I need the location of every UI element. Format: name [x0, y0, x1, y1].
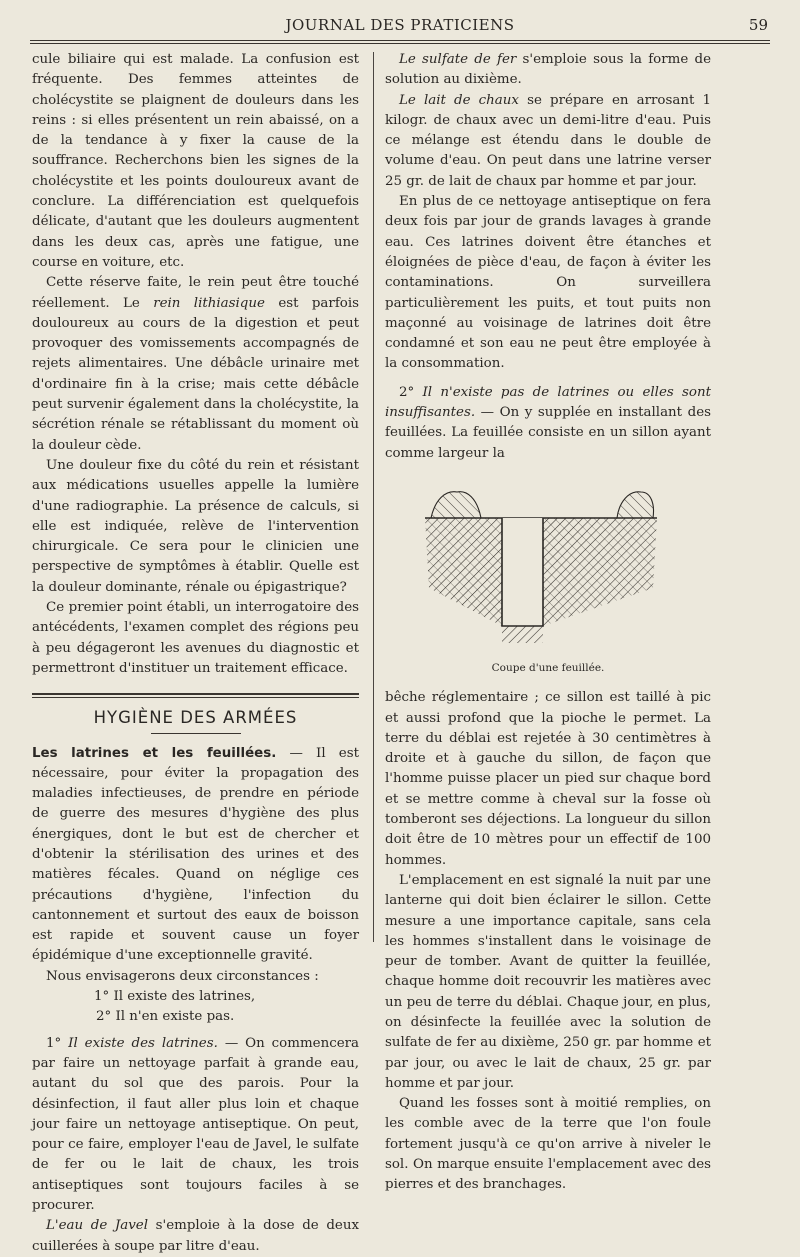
- right-column: [385, 50, 711, 1196]
- emphasis-text: Il n'existe pas de latrines ou elles sont insuffisantes.: [385, 384, 711, 421]
- emphasis-text: rein lithiasique: [153, 295, 265, 311]
- running-header: [30, 14, 770, 36]
- paragraph: Nous envisagerons deux circonstances :: [46, 968, 319, 984]
- text-run: 1°: [46, 1035, 69, 1051]
- text-run: 2°: [399, 384, 423, 400]
- paragraph: [385, 383, 711, 464]
- emphasis-text: Le sulfate de fer: [399, 52, 517, 67]
- section-title: HYGIÈNE DES ARMÉES: [93, 708, 298, 728]
- text-run: Cette réserve faite, le rein peut être touché réellement. Le: [32, 275, 359, 311]
- emphasis-text: Le lait de chaux: [399, 92, 519, 108]
- emphasis-text: Il existe des latrines.: [68, 1035, 218, 1051]
- emphasis-text: L'eau de Javel: [46, 1218, 149, 1234]
- text-run: est parfois douloureux au cours de la digestion et peut provoquer des vomissements accompagnés de rejets alimentaires. Une débâcle urinaire met d'ordinaire fin à la crise; mais cette débâcle peut survenir également dans la cholécystite, la sécrétion rénale se rétablissant du moment où la douleur cède.: [32, 295, 359, 453]
- trench-cross-section-figure: [385, 478, 711, 656]
- earth-left-crosshatch: [425, 518, 502, 626]
- spoil-heap-left: [431, 492, 481, 518]
- paragraph: [385, 91, 711, 192]
- bold-lead-text: Les latrines et les feuillées.: [32, 745, 277, 761]
- text-run: — Il est nécessaire, pour éviter la propagation des maladies infectieuses, de prendre en période de guerre des mesures d'hygiène des plus énergiques, dont le but est de chercher et d'obtenir la stérilisation des urines et des matières fécales. Quand on néglige ces précautions d'hygiène, l'infection du cantonnement et surtout des eaux de boisson est rapide et souvent cause un foyer épidémique d'une exceptionnelle gravité.: [32, 745, 359, 964]
- paragraph: En plus de ce nettoyage antiseptique on fera deux fois par jour de grands lavages à grande eau. Ces latrines doivent être étanches et éloignées de pièce d'eau, de façon à éviter les contaminations. On surveillera particulièrement les puits, et tout puits non maçonné au voisinage de latrines doit être condamné et son eau ne peut être employée à la consommation.: [385, 194, 711, 372]
- paragraph: [32, 744, 359, 967]
- header-rule: [30, 40, 770, 41]
- paragraph: Une douleur fixe du côté du rein et résistant aux médications usuelles appelle la lumière d'une radiographie. La présence de calculs, si elle est indiquée, relève de l'intervention chirurgicale. Ce sera pour le clinicien une perspective de symptômes à établir. Quelle est la douleur dominante, rénale ou épigastrique?: [32, 457, 359, 595]
- text-run: — On commencera par faire un nettoyage parfait à grande eau, autant du sol que des parois. Pour la désinfection, il faut aller plus loin et chaque jour faire un nettoyage antiseptique. On peut, pour ce faire, employer l'eau de Javel, le sulfate de fer ou le lait de chaux, les trois antiseptiques sont toujours faciles à se procurer.: [32, 1035, 360, 1214]
- left-column: [32, 50, 359, 1257]
- spoil-heap-right: [617, 492, 654, 518]
- text-run: se prépare en arrosant 1 kilogr. de chaux avec un demi-litre d'eau. Puis ce mélange est étendu dans le double de volume d'eau. On peut dans une latrine verser 25 gr. de lait de chaux par homme et par jour.: [385, 92, 712, 189]
- figure-caption: Coupe d'une feuillée.: [491, 661, 605, 674]
- text-run: s'emploie sous la forme de solution au dixième.: [385, 52, 711, 88]
- paragraph: [385, 50, 711, 91]
- earth-right-crosshatch: [543, 518, 657, 626]
- paragraph: cule biliaire qui est malade. La confusion est fréquente. Des femmes atteintes de cholécystite se plaignent de douleurs dans les reins : si elles présentent un rein abaissé, on a de la tendance à y fixer la cause de la souffrance. Recherchons bien les signes de la cholécystite et les points douloureux avant de conclure. La différenciation est quelquefois délicate, d'autant que les douleurs augmentent dans les deux cas, après une fatigue, une course en voiture, etc.: [32, 52, 359, 270]
- trench-illustration: [385, 478, 711, 656]
- paragraph: [32, 1034, 359, 1217]
- list-item: 2° Il n'en existe pas.: [96, 1009, 235, 1025]
- paragraph: Ce premier point établi, un interrogatoire des antécédents, l'examen complet des régions peu à peu dégageront les avenues du diagnostic et permettront d'instituer un traitement efficace.: [32, 600, 359, 676]
- text-run: — On y supplée en installant des feuillées. La feuillée consiste en un sillon ayant comme largeur la: [385, 405, 711, 461]
- page-number: 59: [748, 16, 768, 34]
- list-item: 1° Il existe des latrines,: [94, 989, 256, 1005]
- paragraph: [32, 1216, 359, 1257]
- trench: [502, 518, 543, 626]
- column-divider: [373, 52, 374, 942]
- journal-title: JOURNAL DES PRATICIENS: [285, 16, 515, 34]
- paragraph: bêche réglementaire ; ce sillon est taillé à pic et aussi profond que la pioche le permet. La terre du déblai est rejetée à 30 centimètres à droite et à gauche du sillon, de façon que l'homme puisse placer un pied sur chaque bord et se mettre comme à cheval sur la fosse où tomberont ses déjections. La longueur du sillon doit être de 10 mètres pour un effectif de 100 hommes.: [385, 690, 711, 868]
- paragraph: [32, 273, 359, 456]
- earth-bottom: [502, 626, 543, 643]
- paragraph: L'emplacement en est signalé la nuit par une lanterne qui doit bien éclairer le sillon. Cette mesure a une importance capitale, sans cela les hommes s'installent dans le voisinage de peur de tomber. Avant de quitter la feuillée, chaque homme doit recouvrir les matières avec un peu de terre du déblai. Chaque jour, en plus, on désinfecte la feuillée avec la solution de sulfate de fer au dixième, 250 gr. par homme et par jour, ou avec le lait de chaux, 25 gr. par homme et par jour.: [385, 872, 711, 1091]
- text-run: s'emploie à la dose de deux cuillerées à soupe par litre d'eau.: [32, 1218, 359, 1254]
- header-rule-thin: [30, 43, 770, 44]
- paragraph: Quand les fosses sont à moitié remplies, on les comble avec de la terre que l'on foule fortement jusqu'à ce qu'on arrive à niveler le sol. On marque ensuite l'emplacement avec des pierres et des branchages.: [385, 1096, 711, 1193]
